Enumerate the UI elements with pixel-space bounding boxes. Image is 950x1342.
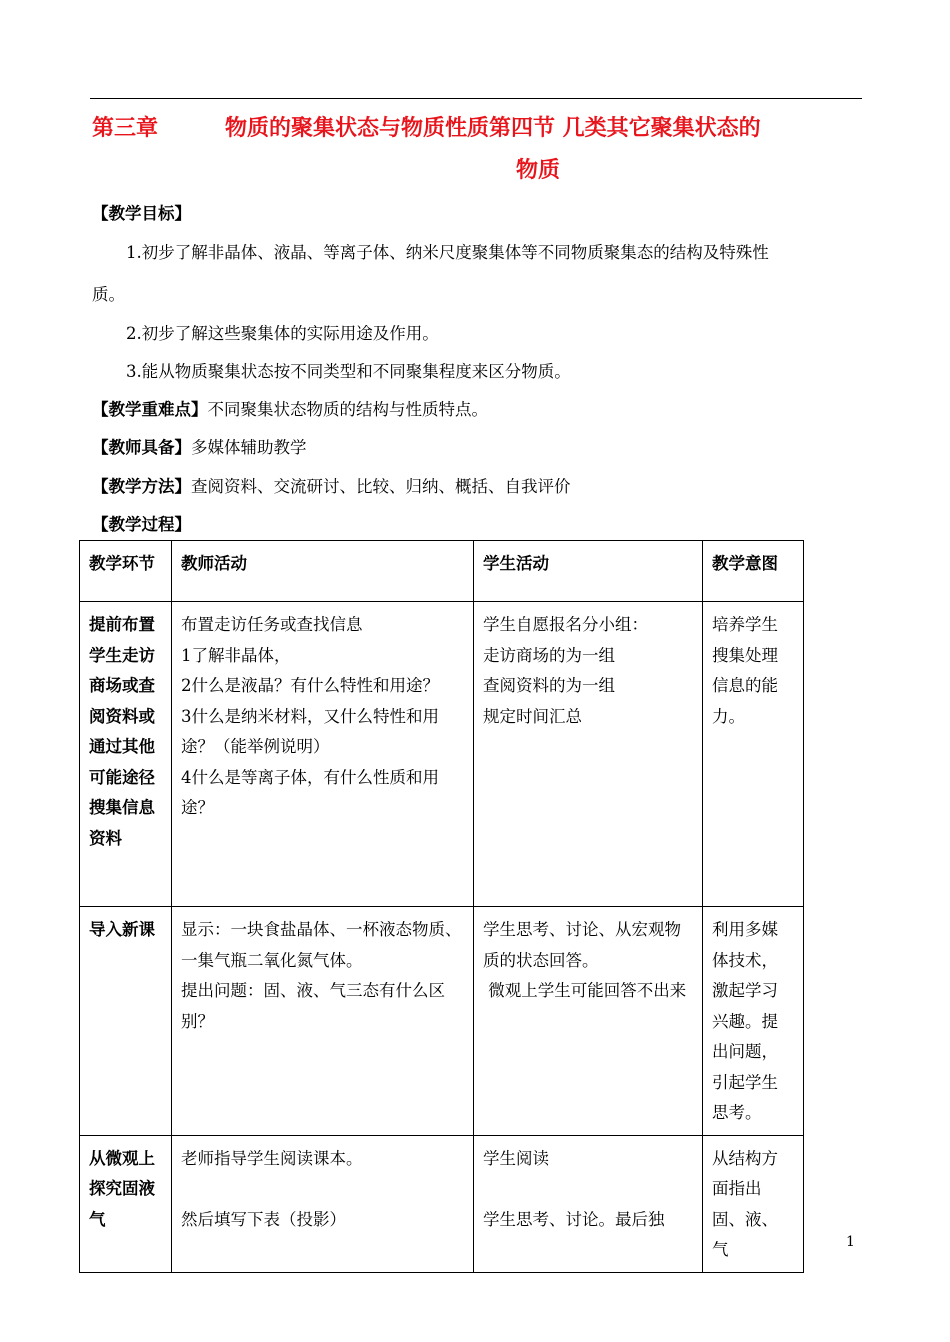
preparation-text: 多媒体辅助教学: [191, 438, 307, 457]
row-intent: 利用多媒体技术，激起学习兴趣。提出问题，引起学生思考。: [703, 907, 804, 1136]
row-intent: 培养学生搜集处理信息的能力。: [703, 602, 804, 907]
preparation-heading: 【教师具备】: [92, 438, 191, 457]
process-heading: 【教学过程】: [92, 515, 191, 534]
student-line: 学生思考、讨论、从宏观物质的状态回答。: [483, 920, 681, 970]
student-line: [483, 1174, 693, 1205]
preparation: [92, 438, 864, 458]
row-stage: 提前布置学生走访商场或查阅资料或通过其他可能途径搜集信息资料: [80, 602, 172, 907]
student-line: 学生思考、讨论。最后独: [483, 1209, 665, 1229]
teacher-line: 布置走访任务或查找信息: [181, 615, 363, 634]
teacher-line: 显示：一块食盐晶体、一杯液态物质、一集气瓶二氧化氮气体。: [181, 920, 462, 970]
page-title: [92, 114, 862, 186]
teacher-line: 提出问题：固、液、气三态有什么区别？: [181, 981, 445, 1031]
student-line: 学生阅读: [483, 1148, 549, 1168]
key-points: [92, 400, 864, 420]
student-line: 走访商场的为一组: [483, 645, 615, 665]
key-points-heading: 【教学重难点】: [92, 400, 208, 419]
student-line: 规定时间汇总: [483, 706, 582, 726]
chapter-label: 第三章: [92, 116, 159, 141]
row-stage: 导入新课: [80, 907, 172, 1136]
teacher-line: 老师指导学生阅读课本。: [181, 1148, 363, 1168]
row-stage: 从微观上探究固液气: [80, 1135, 172, 1272]
teacher-line: 然后填写下表（投影）: [181, 1209, 346, 1229]
objective-1-line-1: 1.初步了解非晶体、液晶、等离子体、纳米尺度聚集体等不同物质聚集态的结构及特殊性: [126, 243, 769, 262]
row-student: [474, 907, 703, 1136]
row-teacher: [172, 602, 474, 907]
methods-text: 查阅资料、交流研讨、比较、归纳、概括、自我评价: [191, 477, 571, 496]
objective-1-line-2: 质。: [92, 285, 125, 304]
header-cell-student: 学生活动: [474, 541, 703, 602]
table-row: [80, 907, 804, 1136]
row-intent: 从结构方面指出固、液、气: [703, 1135, 804, 1272]
objective-2: 2.初步了解这些聚集体的实际用途及作用。: [126, 324, 439, 343]
title-line-2: 物质: [516, 158, 561, 183]
process-table: [79, 540, 804, 1273]
table-header-row: [80, 541, 804, 602]
page-number: 1: [846, 1234, 855, 1250]
student-line: 微观上学生可能回答不出来: [483, 981, 687, 1000]
objective-3: 3.能从物质聚集状态按不同类型和不同聚集程度来区分物质。: [126, 362, 571, 381]
teacher-line: 2什么是液晶？有什么特性和用途？: [181, 676, 439, 695]
row-student: [474, 602, 703, 907]
header-cell-intent: 教学意图: [703, 541, 804, 602]
teacher-line: 4什么是等离子体，有什么性质和用途？: [181, 767, 439, 817]
student-line: 学生自愿报名分小组：: [483, 615, 648, 634]
key-points-text: 不同聚集状态物质的结构与性质特点。: [207, 400, 488, 419]
row-teacher: [172, 907, 474, 1136]
table-row: [80, 602, 804, 907]
student-line: 查阅资料的为一组: [483, 676, 615, 695]
row-teacher: [172, 1135, 474, 1272]
header-rule: [90, 98, 862, 99]
teacher-line: [181, 1174, 464, 1205]
teacher-line: 1了解非晶体，: [181, 645, 291, 665]
table-row: [80, 1135, 804, 1272]
objectives-heading: 【教学目标】: [92, 204, 191, 223]
row-student: [474, 1135, 703, 1272]
title-line-1: 物质的聚集状态与物质性质第四节 几类其它聚集状态的: [225, 116, 761, 141]
methods-heading: 【教学方法】: [92, 477, 191, 496]
teacher-line: 3什么是纳米材料，又什么特性和用途？（能举例说明）: [181, 706, 439, 756]
header-cell-teacher: 教师活动: [172, 541, 474, 602]
header-cell-stage: 教学环节: [80, 541, 172, 602]
methods: [92, 477, 864, 497]
